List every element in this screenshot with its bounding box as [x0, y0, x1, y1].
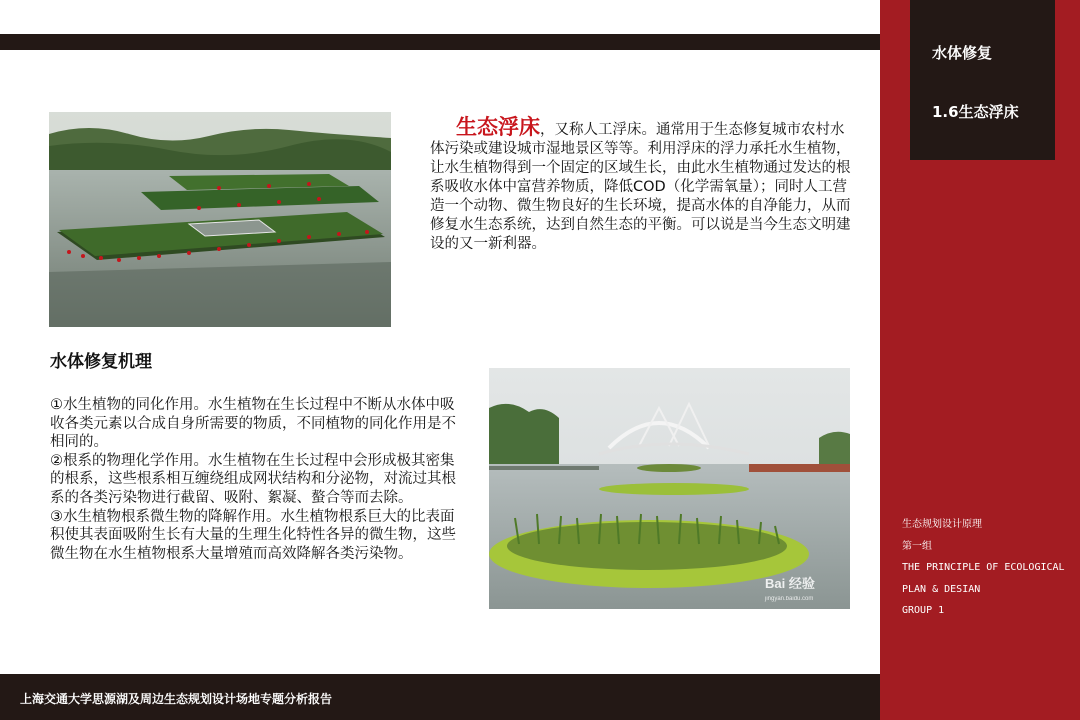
course-name-en-2: PLAN & DESIAN	[902, 583, 981, 595]
section-title: 水体修复	[932, 44, 993, 62]
mechanism-title: 水体修复机理	[50, 352, 152, 372]
mechanism-point-1: ①水生植物的同化作用。水生植物在生长过程中不断从水体中吸收各类元素以合成自身所需要的物质，不同植物的同化作用是不相同的。	[50, 397, 456, 451]
watermark-logo: Bai 经验	[765, 576, 815, 591]
lake-floating-island-photo	[489, 368, 850, 609]
floating-bed-photo	[49, 112, 391, 327]
intro-text: ，又称人工浮床。通常用于生态修复城市农村水体污染或建设城市湿地景区等等。利用浮床的浮力承托水生植物，让水生植物得到一个固定的区域生长，由此水生植物通过发达的根系吸收水体中富营养物质，降低COD（化学需氧量）；同时人工营造一个动物、微生物良好的生长环境，提高水体的自净能力，从而修复水生态系统，达到自然生态的平衡。可以说是当今生态文明建设的又一新利器。	[430, 122, 851, 252]
top-bar	[0, 34, 880, 50]
section-card	[910, 0, 1055, 160]
subsection-title: 1.6生态浮床	[932, 103, 1019, 121]
report-title: 上海交通大学思源湖及周边生态规划设计场地专题分析报告	[20, 692, 333, 706]
highlight-term: 生态浮床	[456, 115, 540, 139]
group-en: GROUP 1	[902, 605, 945, 616]
mechanism-point-2: ②根系的物理化学作用。水生植物在生长过程中会形成极其密集的根系，这些根系相互缠绕组成网状结构和分泌物，对流过其根系的各类污染物进行截留、吸附、絮凝、螯合等而去除。	[50, 452, 456, 506]
intro-paragraph	[430, 115, 855, 254]
mechanism-point-3: ③水生植物根系微生物的降解作用。水生植物根系巨大的比表面积使其表面吸附生长有大量的生理生化特性各异的微生物，这些微生物在水生植物根系大量增殖而高效降解各类污染物。	[50, 508, 456, 562]
group-cn: 第一组	[902, 540, 932, 552]
footer-bar	[0, 674, 880, 720]
mechanism-body	[50, 396, 468, 563]
course-info	[902, 514, 1065, 622]
course-name: 生态规划设计原理	[902, 519, 982, 530]
course-name-en: THE PRINCIPLE OF ECOLOGICAL	[902, 562, 1065, 573]
watermark-url: jingyan.baidu.com	[765, 596, 814, 602]
